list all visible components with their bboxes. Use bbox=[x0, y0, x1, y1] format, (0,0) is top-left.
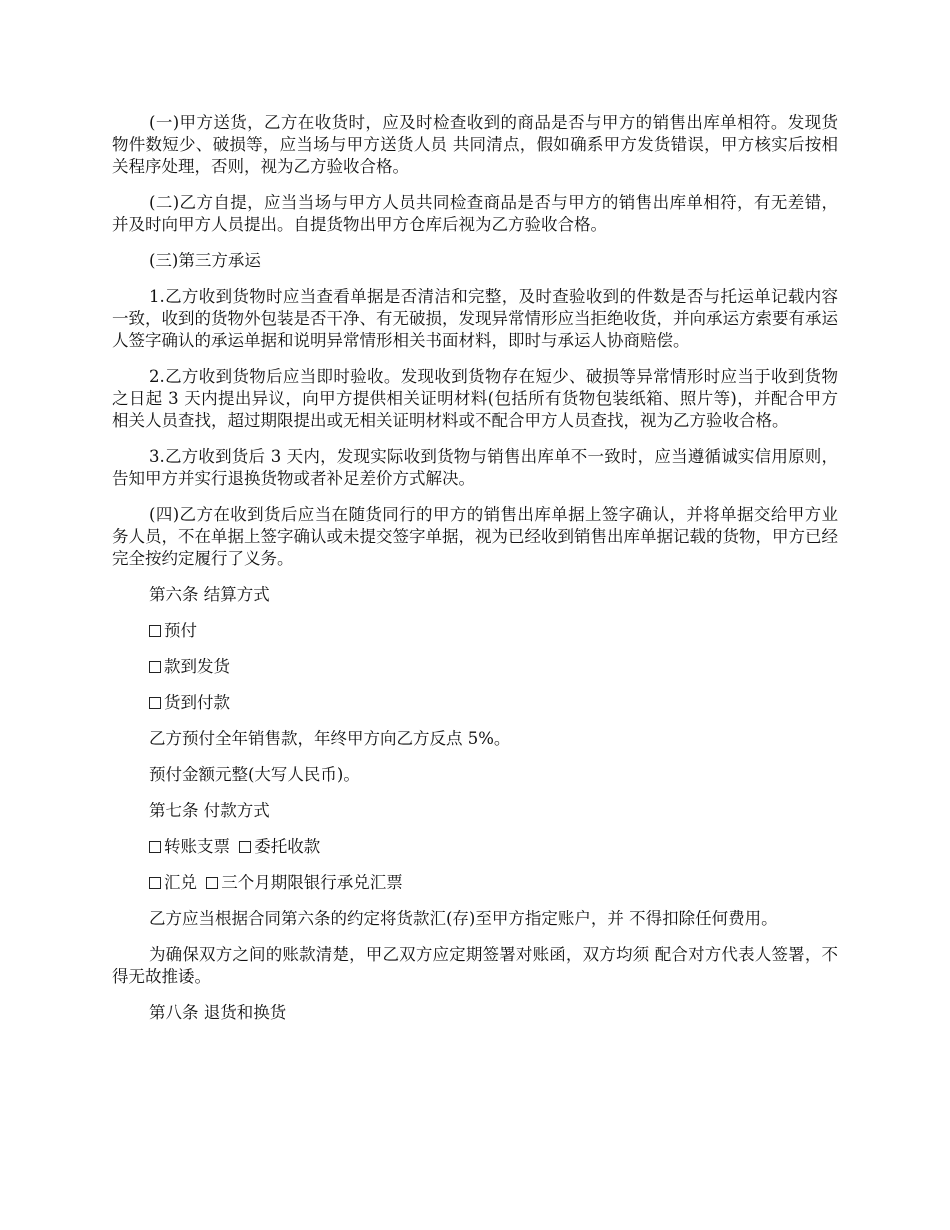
settlement-option-cash-on-delivery bbox=[112, 692, 838, 714]
paragraph-third-party-item-2: 2.乙方收到货物后应当即时验收。发现收到货物存在短少、破损等异常情形时应当于收到货物之日起 3 天内提出异议，向甲方提供相关证明材料(包括所有货物包装纸箱、照片等)，并配合甲方相关人员查找，超过期限提出或无相关证明材料或不配合甲方人员查找，视为乙方验收合格。 bbox=[112, 367, 838, 430]
checkbox-icon[interactable] bbox=[149, 841, 161, 853]
option-label: 款到发货 bbox=[164, 657, 230, 676]
article-6-title: 第六条 结算方式 bbox=[149, 585, 270, 604]
checkbox-icon[interactable] bbox=[149, 625, 161, 637]
settlement-note-rebate: 乙方预付全年销售款，年终甲方向乙方反点 5%。 bbox=[149, 729, 511, 748]
article-7-title: 第七条 付款方式 bbox=[149, 801, 270, 820]
document-body bbox=[112, 112, 838, 1038]
checkbox-icon[interactable] bbox=[149, 697, 161, 709]
payment-options-row-1 bbox=[112, 836, 838, 858]
option-label: 委托收款 bbox=[254, 837, 321, 856]
payment-options-row-2 bbox=[112, 872, 838, 894]
settlement-option-pay-before-delivery bbox=[112, 656, 838, 678]
paragraph-third-party-item-3: 3.乙方收到货后 3 天内，发现实际收到货物与销售出库单不一致时，应当遵循诚实信用原则，告知甲方并实行退换货物或者补足差价方式解决。 bbox=[112, 447, 838, 488]
settlement-option-prepay bbox=[112, 620, 838, 642]
checkbox-icon[interactable] bbox=[206, 877, 218, 889]
payment-paragraph-reconciliation: 为确保双方之间的账款清楚，甲乙双方应定期签署对账函，双方均须 配合对方代表人签署，不得无故推诿。 bbox=[112, 945, 838, 986]
checkbox-icon[interactable] bbox=[149, 661, 161, 673]
settlement-note-amount: 预付金额元整(大写人民币)。 bbox=[149, 765, 360, 784]
checkbox-icon[interactable] bbox=[149, 877, 161, 889]
paragraph-delivery-by-party-a: (一)甲方送货，乙方在收货时，应及时检查收到的商品是否与甲方的销售出库单相符。发现货物件数短少、破损等，应当场与甲方送货人员 共同清点，假如确系甲方发货错误，甲方核实后按相关程序处理，否则，视为乙方验收合格。 bbox=[112, 113, 838, 176]
paragraph-third-party-heading: (三)第三方承运 bbox=[149, 251, 261, 270]
article-8-title: 第八条 退货和换货 bbox=[149, 1003, 287, 1022]
option-label: 转账支票 bbox=[164, 837, 230, 856]
checkbox-icon[interactable] bbox=[239, 841, 251, 853]
paragraph-signature-confirmation: (四)乙方在收到货后应当在随货同行的甲方的销售出库单据上签字确认，并将单据交给甲方业务人员，不在单据上签字确认或未提交签字单据，视为已经收到销售出库单据记载的货物，甲方已经完全按约定履行了义务。 bbox=[112, 505, 838, 568]
option-label: 预付 bbox=[164, 621, 197, 640]
paragraph-third-party-item-1: 1.乙方收到货物时应当查看单据是否清洁和完整，及时查验收到的件数是否与托运单记载内容一致，收到的货物外包装是否干净、有无破损，发现异常情形应当拒绝收货，并向承运方索要有承运人签字确认的承运单据和说明异常情形相关书面材料，即时与承运人协商赔偿。 bbox=[112, 287, 838, 350]
payment-paragraph-account: 乙方应当根据合同第六条的约定将货款汇(存)至甲方指定账户，并 不得扣除任何费用。 bbox=[149, 909, 778, 928]
option-label: 货到付款 bbox=[164, 693, 230, 712]
option-label: 汇兑 bbox=[164, 873, 197, 892]
paragraph-self-pickup: (二)乙方自提，应当当场与甲方人员共同检查商品是否与甲方的销售出库单相符，有无差错，并及时向甲方人员提出。自提货物出甲方仓库后视为乙方验收合格。 bbox=[112, 193, 838, 234]
option-label: 三个月期限银行承兑汇票 bbox=[221, 873, 403, 892]
